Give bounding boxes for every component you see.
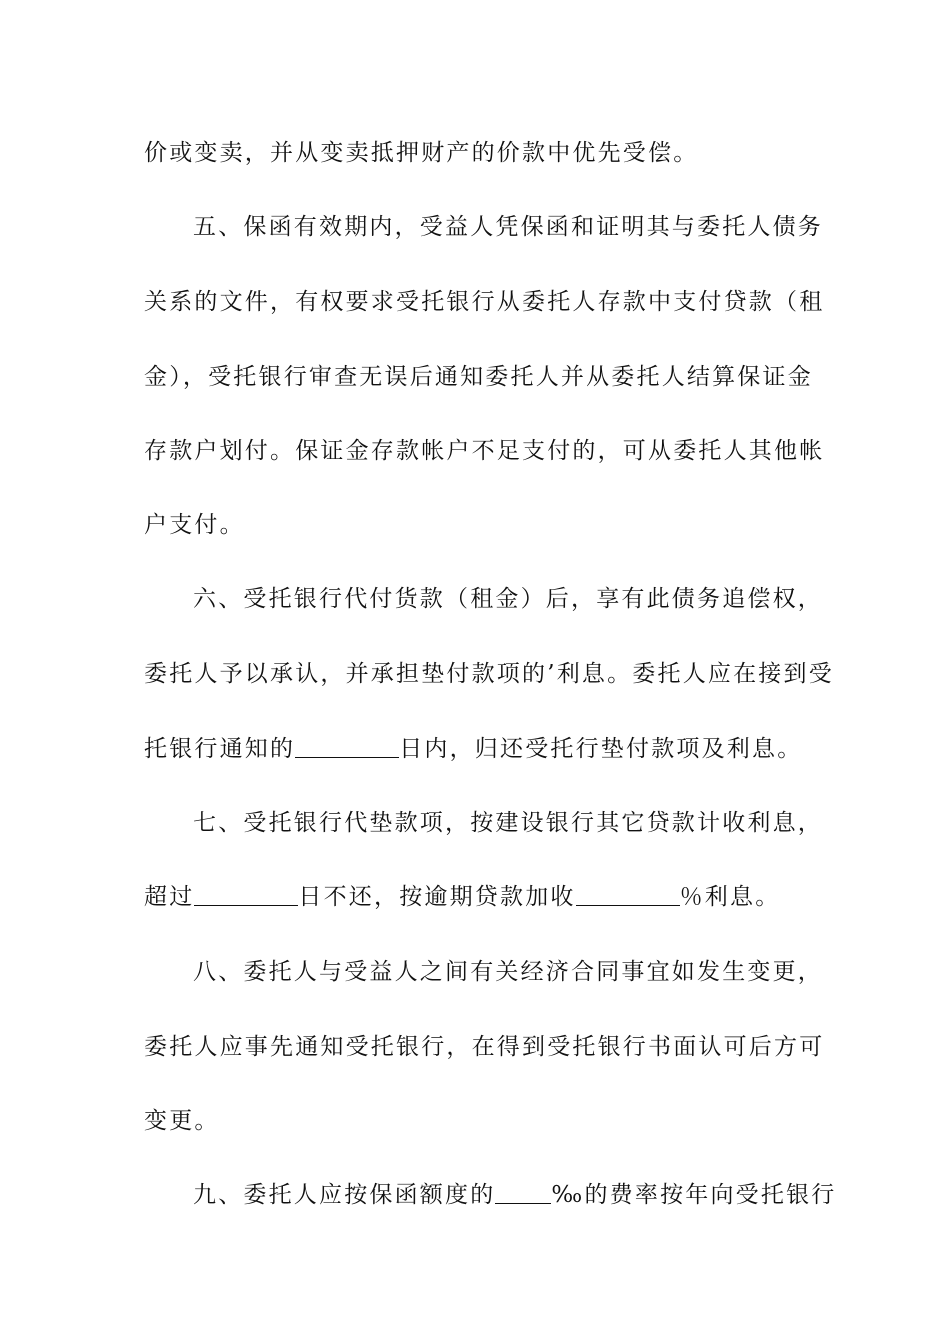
blank-fee-rate-field[interactable] xyxy=(495,1177,551,1204)
blank-overdue-days-field[interactable] xyxy=(194,879,298,906)
text-segment: ‰的费率按年向受托银行 xyxy=(551,1182,837,1208)
text-line-8: 委托人予以承认，并承担垫付款项的’利息。委托人应在接到受 xyxy=(144,661,834,687)
blank-days-field[interactable] xyxy=(295,731,399,758)
text-line-clause-6: 六、受托银行代付货款（租金）后，享有此债务追偿权， xyxy=(193,586,823,612)
text-line-11 xyxy=(144,877,814,917)
text-segment: 托银行通知的 xyxy=(144,736,296,762)
text-line-clause-5: 五、保函有效期内，受益人凭保函和证明其与委托人债务 xyxy=(193,214,823,240)
text-line-9 xyxy=(144,729,814,769)
text-line-1: 价或变卖，并从变卖抵押财产的价款中优先受偿。 xyxy=(144,140,699,166)
text-line-clause-8: 八、委托人与受益人之间有关经济合同事宜如发生变更， xyxy=(193,959,823,985)
text-segment: 九、委托人应按保函额度的 xyxy=(193,1182,496,1208)
text-line-clause-9 xyxy=(193,1175,837,1215)
text-line-5: 存款户划付。保证金存款帐户不足支付的，可从委托人其他帐 xyxy=(144,438,825,464)
text-line-4: 金），受托银行审查无误后通知委托人并从委托人结算保证金 xyxy=(144,364,813,390)
text-line-13: 委托人应事先通知受托银行，在得到受托银行书面认可后方可 xyxy=(144,1034,825,1060)
text-segment: 超过 xyxy=(144,884,195,910)
text-line-clause-7: 七、受托银行代垫款项，按建设银行其它贷款计收利息， xyxy=(193,810,823,836)
text-segment: 日内，归还受托行垫付款项及利息。 xyxy=(399,736,803,762)
text-line-14: 变更。 xyxy=(144,1108,220,1134)
text-line-6: 户支付。 xyxy=(144,512,245,538)
text-segment: 日不还，按逾期贷款加收 xyxy=(298,884,576,910)
text-line-3: 关系的文件，有权要求受托银行从委托人存款中支付贷款（租 xyxy=(144,289,825,315)
blank-percent-field[interactable] xyxy=(576,879,680,906)
text-segment: ％利息。 xyxy=(679,884,781,910)
